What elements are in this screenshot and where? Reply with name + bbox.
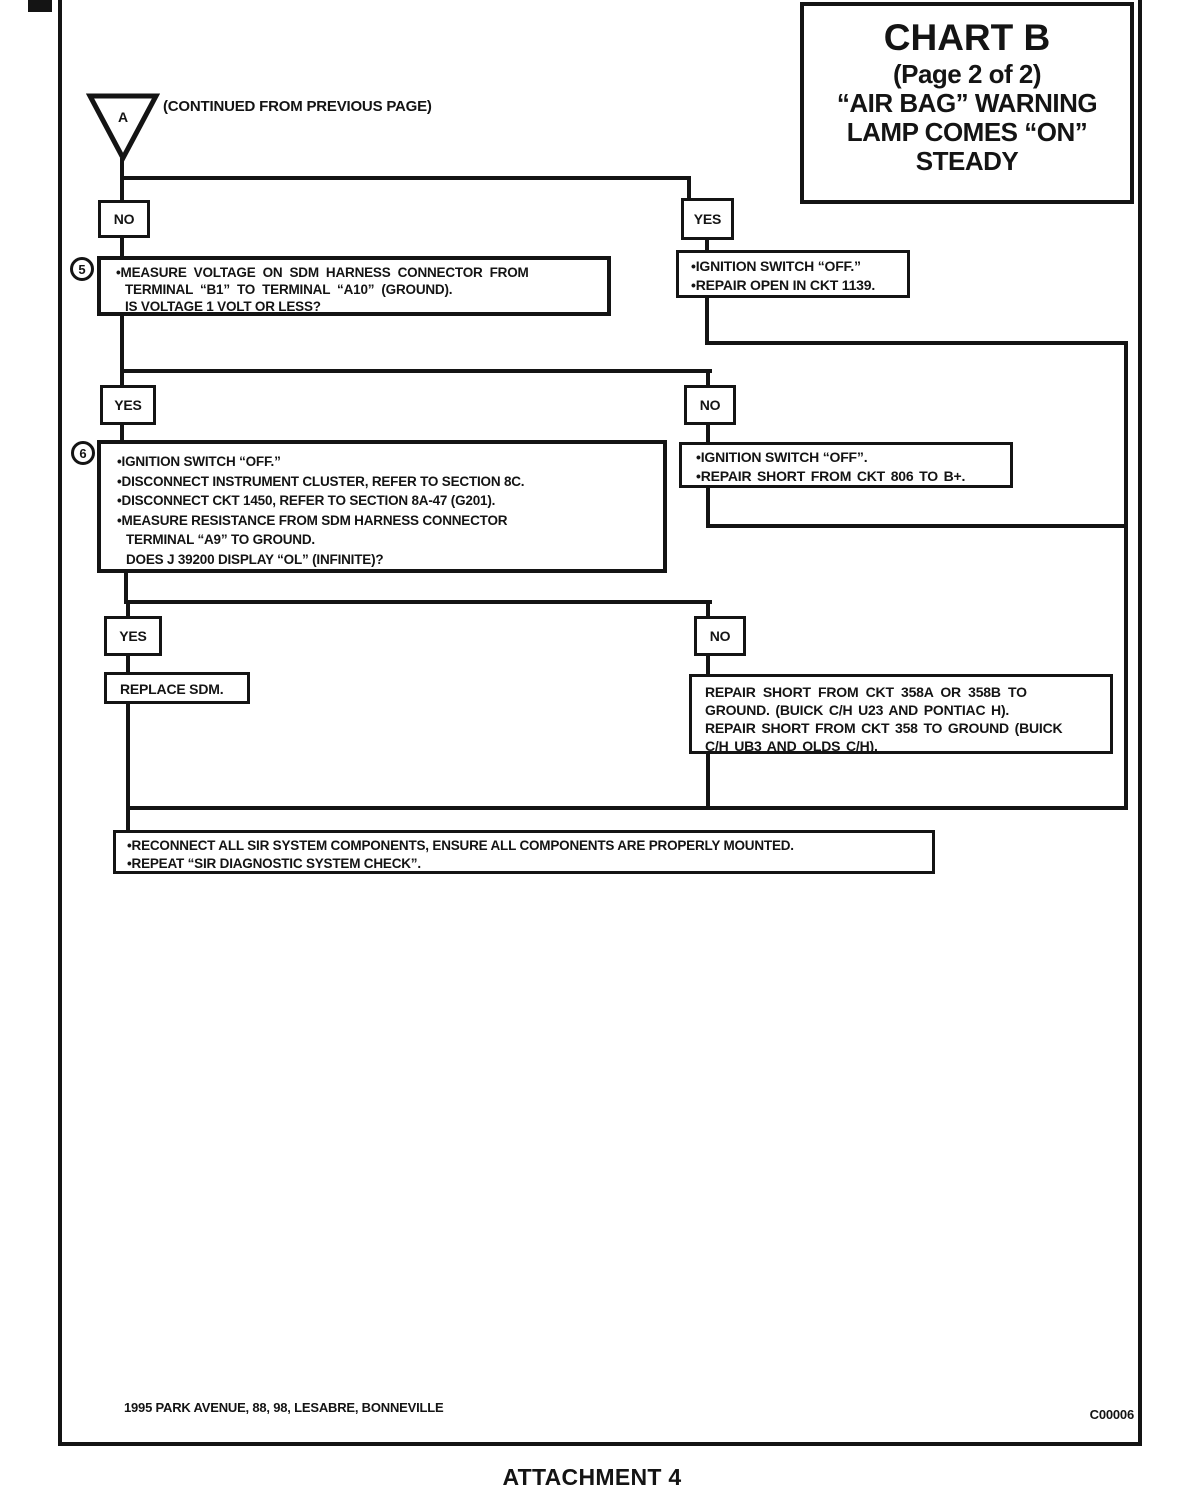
- step5-line1: •MEASURE VOLTAGE ON SDM HARNESS CONNECTOR FROM: [116, 265, 529, 280]
- decision-no-row3-label: NO: [709, 627, 731, 644]
- chart-page-info: (Page 2 of 2): [892, 59, 1042, 89]
- repair-open-line2: •REPAIR OPEN IN CKT 1139.: [691, 277, 876, 293]
- repair-short-358-line3: REPAIR SHORT FROM CKT 358 TO GROUND (BUICK: [705, 720, 1063, 736]
- connector-line-ckt806-drop: [706, 486, 710, 528]
- step6-line6: DOES J 39200 DISPLAY “OL” (INFINITE)?: [126, 551, 384, 567]
- repair-short-806-line2: •REPAIR SHORT FROM CKT 806 TO B+.: [696, 468, 966, 484]
- step6-line4: •MEASURE RESISTANCE FROM SDM HARNESS CONNECTOR: [117, 512, 508, 528]
- decision-yes-row3: [104, 616, 162, 656]
- repair-short-ckt358-box: [689, 674, 1113, 754]
- connector-line-a-stem: [120, 158, 124, 204]
- footer-vehicle-models: 1995 PARK AVENUE, 88, 98, LESABRE, BONNEVILLE: [124, 1400, 444, 1415]
- connector-line-step5-drop: [120, 311, 124, 373]
- triangle-shape: [90, 96, 156, 158]
- connector-a-label: A: [117, 109, 129, 125]
- connector-line-bottom-horizontal: [126, 806, 1128, 810]
- step6-box: [97, 440, 667, 573]
- connector-line-final-drop: [126, 810, 130, 832]
- decision-yes-row3-label: YES: [119, 627, 147, 644]
- connector-line-merge1-horizontal: [705, 341, 1128, 345]
- connector-line-row1-horizontal: [120, 176, 691, 180]
- continued-note: (CONTINUED FROM PREVIOUS PAGE): [163, 98, 432, 115]
- replace-sdm-box: [104, 672, 250, 704]
- decision-no-row3: [694, 616, 746, 656]
- chart-title-box: [800, 2, 1134, 204]
- replace-sdm-text: REPLACE SDM.: [120, 681, 224, 697]
- connector-line-row3-horizontal: [124, 600, 712, 604]
- connector-line-ckt1139-drop: [705, 296, 709, 345]
- connector-line-yes1-drop: [687, 176, 691, 200]
- repair-open-ckt1139-box: [676, 250, 910, 298]
- decision-yes-row1-label: YES: [693, 210, 722, 227]
- repair-short-806-line1: •IGNITION SWITCH “OFF”.: [696, 449, 868, 465]
- connector-line-yes3-to-replace: [126, 654, 130, 674]
- decision-yes-row2-label: YES: [114, 396, 142, 413]
- connector-line-ckt358-drop: [706, 752, 710, 810]
- repair-short-ckt806-box: [679, 442, 1013, 488]
- step6-line2: •DISCONNECT INSTRUMENT CLUSTER, REFER TO SECTION 8C.: [117, 473, 525, 489]
- step-number-6-text: 6: [79, 445, 87, 461]
- step5-line3: IS VOLTAGE 1 VOLT OR LESS?: [125, 299, 321, 314]
- step5-line2: TERMINAL “B1” TO TERMINAL “A10” (GROUND).: [125, 282, 453, 297]
- final-reconnect-box: [113, 830, 935, 874]
- attachment-label: ATTACHMENT 4: [502, 1464, 682, 1490]
- decision-yes-row2: [100, 385, 156, 425]
- chart-subtitle-line1: “AIR BAG” WARNING: [836, 88, 1098, 118]
- repair-open-line1: •IGNITION SWITCH “OFF.”: [691, 258, 861, 274]
- step-number-5-text: 5: [78, 261, 86, 277]
- decision-yes-row1: [681, 198, 734, 240]
- final-line1: •RECONNECT ALL SIR SYSTEM COMPONENTS, ENSURE ALL COMPONENTS ARE PROPERLY MOUNTED.: [127, 838, 794, 853]
- connector-line-no2-to-action: [706, 423, 710, 444]
- decision-no-row2: [684, 385, 736, 425]
- decision-no-row1-label: NO: [113, 210, 135, 227]
- chart-title: CHART B: [883, 17, 1051, 58]
- connector-line-right-vertical: [1124, 341, 1128, 810]
- scan-artifact: [28, 0, 52, 12]
- repair-short-358-line1: REPAIR SHORT FROM CKT 358A OR 358B TO: [705, 684, 1027, 700]
- decision-no-row1: [98, 200, 150, 238]
- step-number-5: [70, 257, 94, 281]
- step5-box: [97, 256, 611, 316]
- chart-subtitle-line3: STEADY: [915, 146, 1019, 176]
- connector-line-no3-to-action: [706, 654, 710, 676]
- connector-line-replace-drop: [126, 702, 130, 810]
- step6-line3: •DISCONNECT CKT 1450, REFER TO SECTION 8A-47 (G201).: [117, 493, 496, 508]
- connector-line-row2-horizontal: [120, 369, 712, 373]
- chart-subtitle-line2: LAMP COMES “ON”: [846, 117, 1088, 147]
- footer-figure-code: C00006: [1089, 1407, 1134, 1422]
- repair-short-358-line2: GROUND. (BUICK C/H U23 AND PONTIAC H).: [705, 702, 1010, 718]
- page-connector-a-triangle: [86, 92, 160, 162]
- decision-no-row2-label: NO: [699, 396, 721, 413]
- connector-line-merge2-horizontal: [706, 524, 1128, 528]
- repair-short-358-line4: C/H UB3 AND OLDS C/H).: [705, 738, 878, 754]
- step-number-6: [71, 441, 95, 465]
- step6-line1: •IGNITION SWITCH “OFF.”: [117, 454, 281, 469]
- step6-line5: TERMINAL “A9” TO GROUND.: [126, 532, 315, 547]
- final-line2: •REPEAT “SIR DIAGNOSTIC SYSTEM CHECK”.: [127, 856, 421, 871]
